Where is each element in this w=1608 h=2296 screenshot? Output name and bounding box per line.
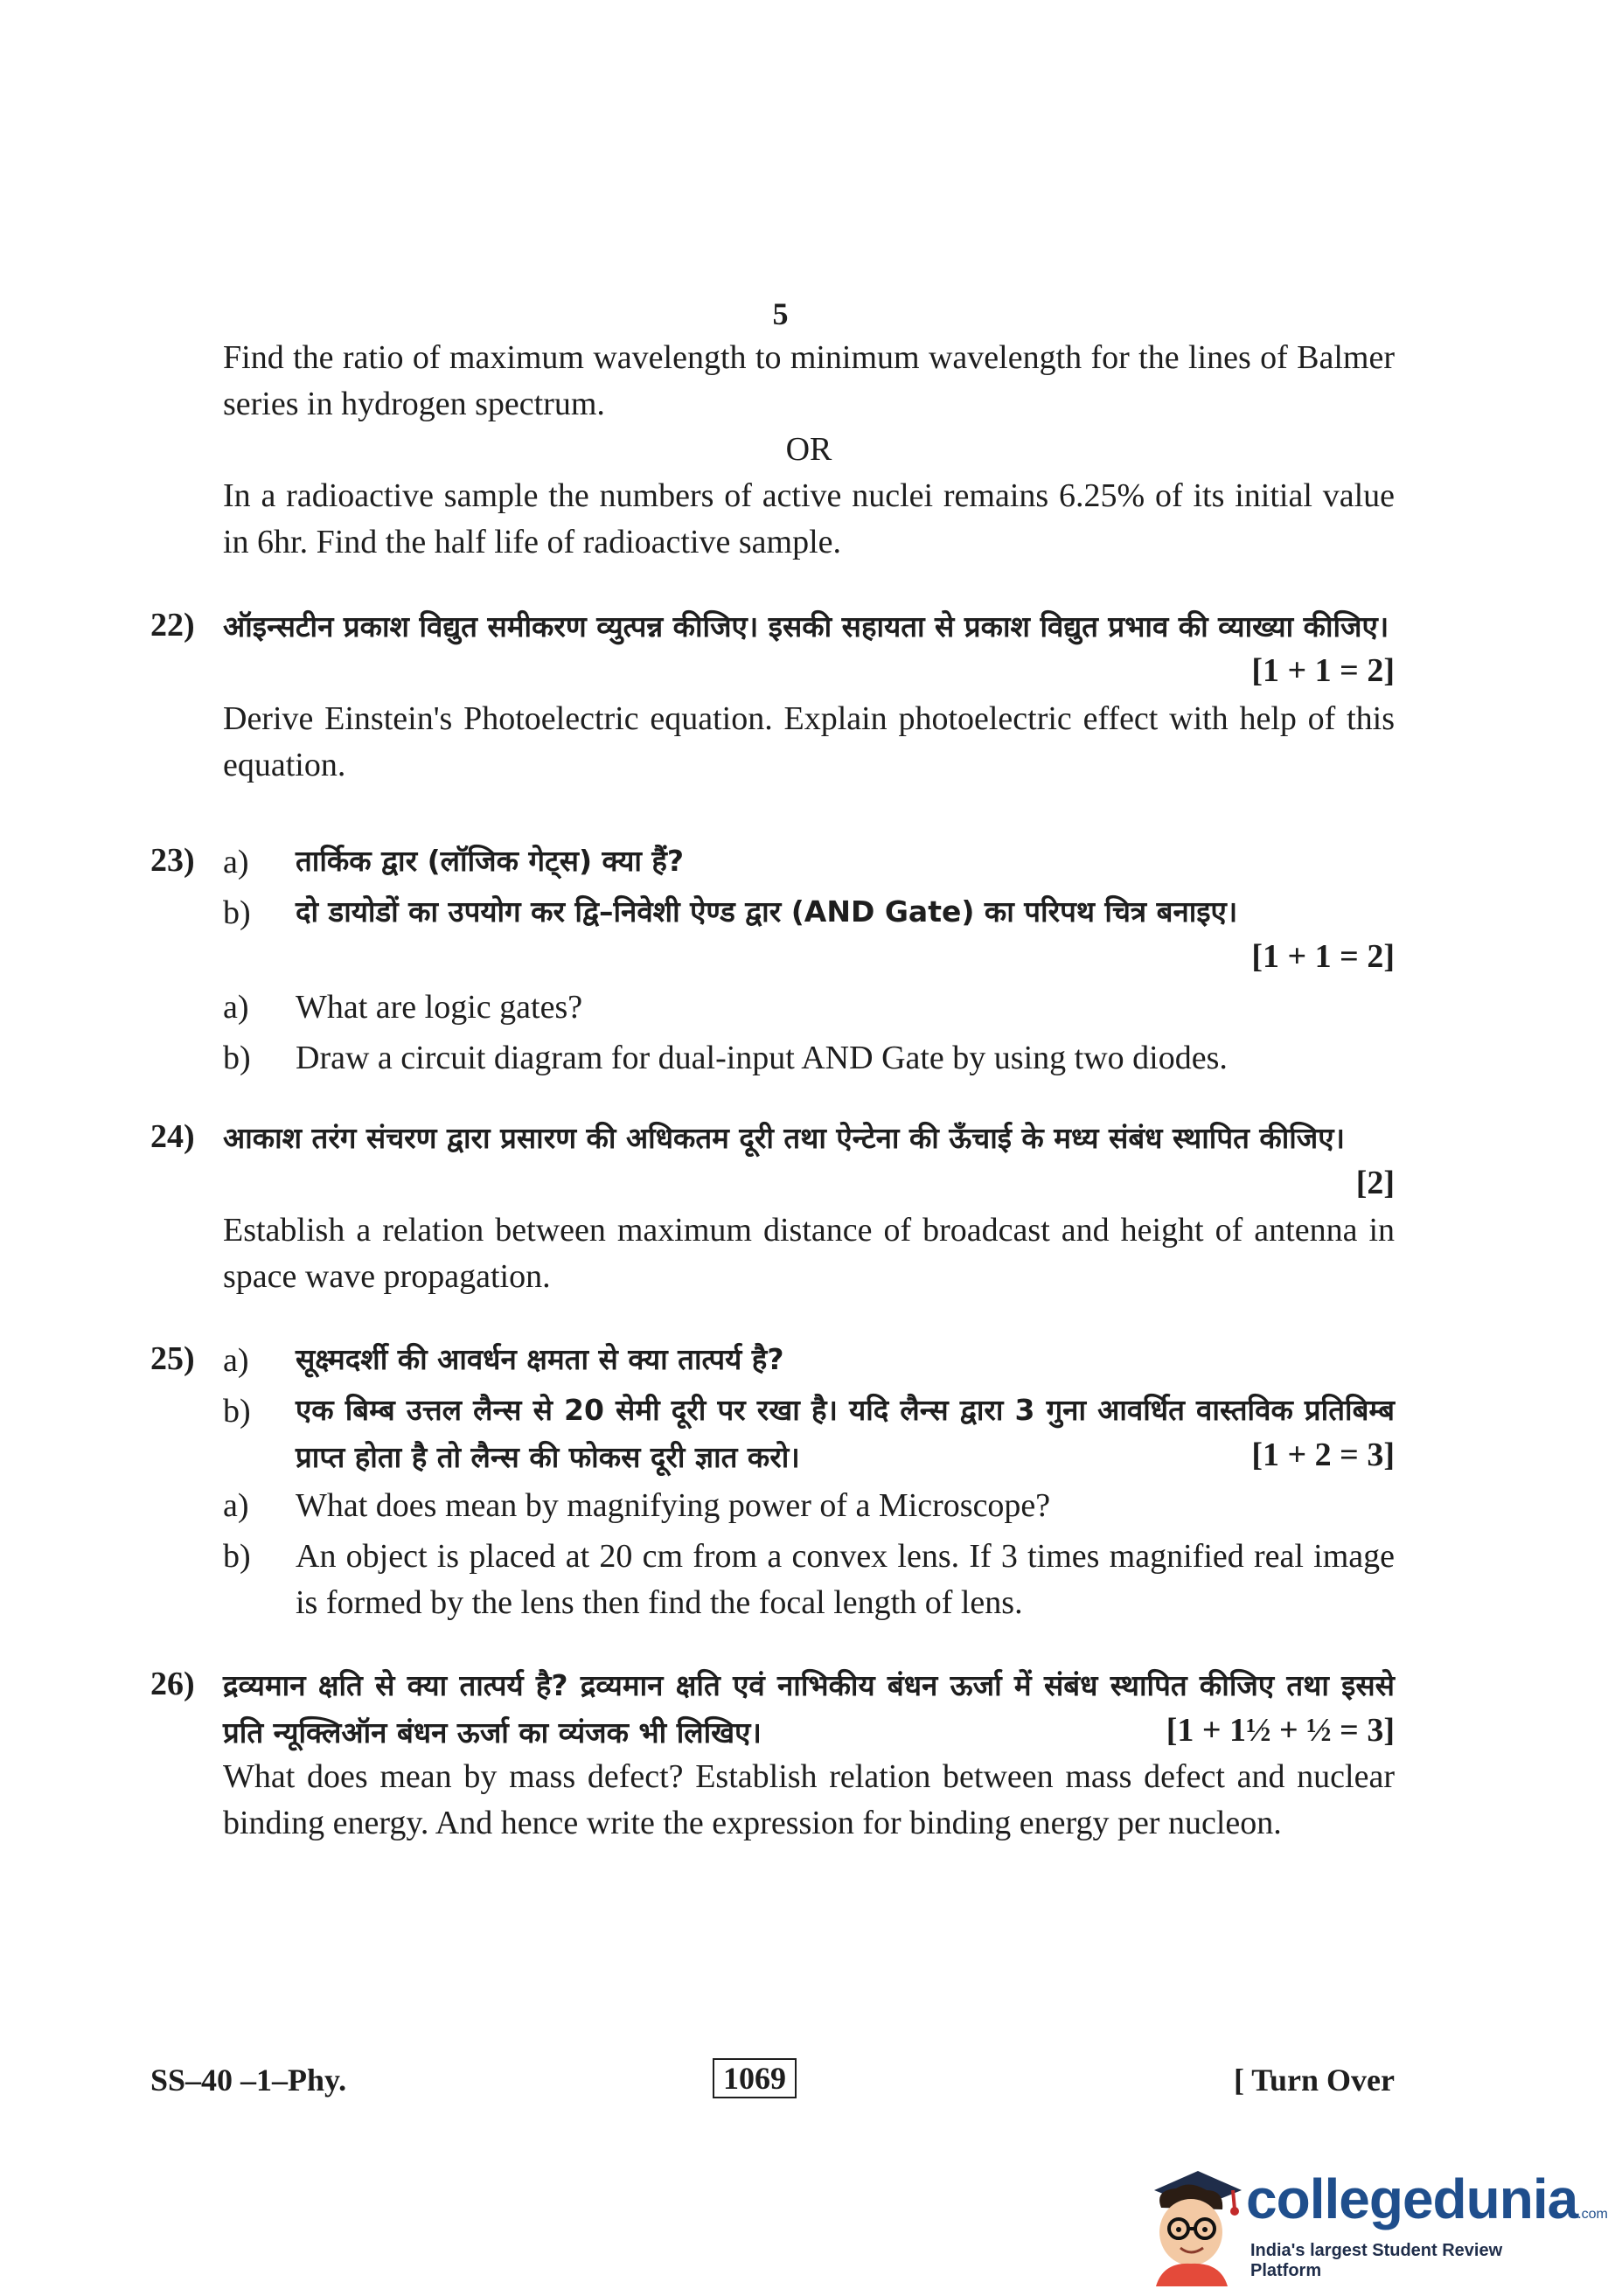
q23-en-b: Draw a circuit diagram for dual-input AND Gate by using two diodes. bbox=[296, 1040, 1228, 1076]
q24-hindi: आकाश तरंग संचरण द्वारा प्रसारण की अधिकतम दूरी तथा ऐन्टेना की ऊँचाई के मध्य संबंध स्थापित कीजिए। bbox=[223, 1121, 1346, 1155]
q23-hi-a: तार्किक द्वार (लॉजिक गेट्स) क्या हैं? bbox=[296, 844, 685, 878]
q25-hi-a-label: a) bbox=[223, 1342, 249, 1379]
q26-hindi: द्रव्यमान क्षति से क्या तात्पर्य है? द्रव्यमान क्षति एवं नाभिकीय बंधन ऊर्जा में संबंध स्थापित कीजिए तथा इससे प्रति न्यूक्लिऑन बंधन ऊर्जा का व्यंजक भी लिखिए। bbox=[223, 1668, 1395, 1750]
q25-number: 25) bbox=[150, 1340, 195, 1377]
turn-over: [ Turn Over bbox=[1233, 2063, 1395, 2098]
watermark-tagline: India's largest Student Review Platform bbox=[1250, 2241, 1503, 2280]
paper-code: SS–40 –1–Phy. bbox=[150, 2063, 347, 2098]
q25-en-a-label: a) bbox=[223, 1487, 249, 1524]
q25-en-b-label: b) bbox=[223, 1538, 251, 1575]
q25-en-a: What does mean by magnifying power of a Microscope? bbox=[296, 1487, 1051, 1524]
q23-marks: [1 + 1 = 2] bbox=[1251, 938, 1395, 975]
paper-box-code: 1069 bbox=[713, 2058, 797, 2098]
student-mascot-icon bbox=[1137, 2155, 1246, 2286]
watermark-brand: collegedunia bbox=[1246, 2167, 1578, 2230]
q23-number: 23) bbox=[150, 842, 195, 879]
q23-hi-b: दो डायोडों का उपयोग कर द्वि–निवेशी ऐण्ड द्वार (AND Gate) का परिपथ चित्र बनाइए। bbox=[296, 894, 1238, 929]
q23-hi-a-label: a) bbox=[223, 844, 249, 880]
q23-en-a-label: a) bbox=[223, 989, 249, 1026]
q25-hi-b-label: b) bbox=[223, 1393, 251, 1430]
page-number: 5 bbox=[772, 296, 789, 331]
q24-marks: [2] bbox=[1355, 1165, 1395, 1201]
q21-or: OR bbox=[785, 431, 832, 468]
q21-alt-text: In a radioactive sample the numbers of active nuclei remains 6.25% of its initial value in 6hr. Find the half life of radioactive sample. bbox=[223, 477, 1395, 560]
q24-number: 24) bbox=[150, 1118, 195, 1155]
watermark-brand-row bbox=[1246, 2167, 1608, 2231]
q22-hindi: ऑइन्सटीन प्रकाश विद्युत समीकरण व्युत्पन्न कीजिए। इसकी सहायता से प्रकाश विद्युत प्रभाव की व्याख्या कीजिए। bbox=[223, 609, 1389, 644]
q22-english: Derive Einstein's Photoelectric equation. Explain photoelectric effect with help of this equation. bbox=[223, 700, 1395, 783]
q26-number: 26) bbox=[150, 1666, 195, 1702]
q25-marks: [1 + 2 = 3] bbox=[1251, 1437, 1395, 1473]
q22-number: 22) bbox=[150, 607, 195, 644]
q26-english: What does mean by mass defect? Establish relation between mass defect and nuclear binding energy. And hence write the expression for binding energy per nucleon. bbox=[223, 1758, 1395, 1841]
q25-hi-b: एक बिम्ब उत्तल लैन्स से 20 सेमी दूरी पर रखा है। यदि लैन्स द्वारा 3 गुना आवर्धित वास्तविक प्रतिबिम्ब प्राप्त होता है तो लैन्स की फोकस दूरी ज्ञात करो। bbox=[296, 1393, 1395, 1474]
q23-en-a: What are logic gates? bbox=[296, 989, 583, 1026]
watermark-suffix: .com bbox=[1577, 2207, 1608, 2222]
q26-marks: [1 + 1½ + ½ = 3] bbox=[1166, 1712, 1395, 1749]
q23-hi-b-label: b) bbox=[223, 894, 251, 931]
q21-text: Find the ratio of maximum wavelength to minimum wavelength for the lines of Balmer series in hydrogen spectrum. bbox=[223, 339, 1395, 422]
q25-en-b: An object is placed at 20 cm from a convex lens. If 3 times magnified real image is formed by the lens then find the focal length of lens. bbox=[296, 1538, 1395, 1621]
q22-marks: [1 + 1 = 2] bbox=[1251, 652, 1395, 689]
q23-en-b-label: b) bbox=[223, 1040, 251, 1076]
q24-english: Establish a relation between maximum distance of broadcast and height of antenna in space wave propagation. bbox=[223, 1212, 1395, 1295]
q25-hi-a: सूक्ष्मदर्शी की आवर्धन क्षमता से क्या तात्पर्य है? bbox=[296, 1342, 784, 1376]
